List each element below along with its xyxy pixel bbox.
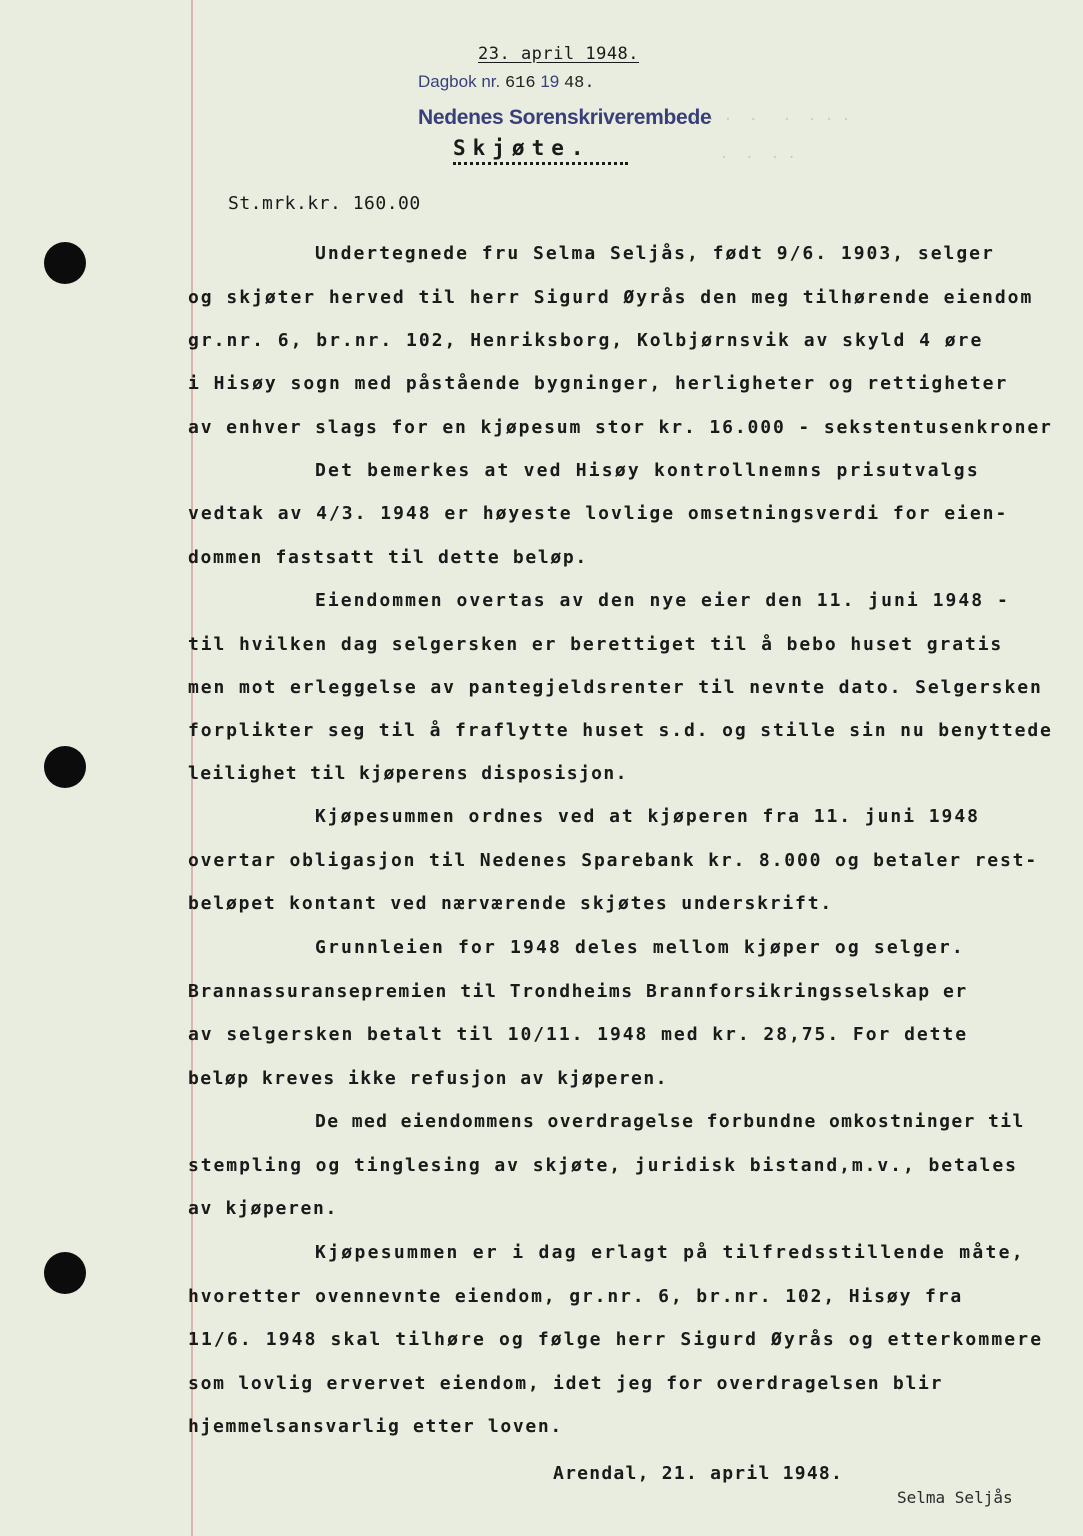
body-line: Kjøpesummen er i dag erlagt på tilfredsstillende måte, [315,1242,1025,1263]
body-line: Grunnleien for 1948 deles mellom kjøper og selger. [315,937,965,958]
body-line: som lovlig ervervet eiendom, idet jeg for overdragelsen blir [188,1373,944,1394]
body-line: Det bemerkes at ved Hisøy kontrollnemns prisutvalgs [315,460,980,481]
body-line: men mot erleggelse av pantegjeldsrenter til nevnte dato. Selgersken [188,677,1043,698]
journal-year-prefix: 19 [540,72,560,91]
body-line: av selgersken betalt til 10/11. 1948 med kr. 28,75. For dette [188,1024,969,1045]
body-line: gr.nr. 6, br.nr. 102, Henriksborg, Kolbjørnsvik av skyld 4 øre [188,330,984,351]
body-line: vedtak av 4/3. 1948 er høyeste lovlige omsetningsverdi for eien- [188,503,1009,524]
body-line: beløpet kontant ved nærværende skjøtes underskrift. [188,893,833,914]
punch-hole-bottom [44,1252,86,1294]
body-line: til hvilken dag selgersken er berettiget til å bebo huset gratis [188,634,1004,655]
body-line: overtar obligasjon til Nedenes Sparebank kr. 8.000 og betaler rest- [188,850,1039,871]
journal-label: Dagbok nr. [418,72,501,91]
body-line: hvoretter ovennevnte eiendom, gr.nr. 6, br.nr. 102, Hisøy fra [188,1286,964,1307]
body-line: 11/6. 1948 skal tilhøre og følge herr Sigurd Øyrås og etterkommere [188,1329,1044,1350]
punch-hole-top [44,242,86,284]
body-line: Eiendommen overtas av den nye eier den 11. juni 1948 - [315,590,1010,611]
document-title: Skjøte. [453,136,591,160]
body-line: leilighet til kjøperens disposisjon. [188,763,628,784]
bleed-through-mark: · · · · [720,150,796,166]
stamp-duty: St.mrk.kr. 160.00 [228,193,421,214]
title-underline [453,162,628,165]
journal-number: 616 [504,74,536,93]
body-line: Undertegnede fru Selma Seljås, født 9/6. 1903, selger [315,243,995,264]
body-line: De med eiendommens overdragelse forbundne omkostninger til [315,1111,1025,1132]
body-line: forplikter seg til å fraflytte huset s.d. og stille sin nu benyttede [188,720,1053,741]
punch-hole-middle [44,746,86,788]
body-line: hjemmelsansvarlig etter loven. [188,1416,563,1437]
body-line: i Hisøy sogn med påstående bygninger, herligheter og rettigheter [188,373,1009,394]
journal-stamp [418,72,595,93]
body-line: Brannassuransepremien til Trondheims Brannforsikringsselskap er [188,981,968,1002]
body-line: dommen fastsatt til dette beløp. [188,547,588,568]
journal-year: 48. [563,74,595,93]
document-date: 23. april 1948. [478,44,640,64]
signature: Selma Seljås [897,1488,1013,1507]
body-line: av kjøperen. [188,1198,338,1219]
body-line: stempling og tinglesing av skjøte, juridisk bistand,m.v., betales [188,1155,1018,1176]
body-line: Kjøpesummen ordnes ved at kjøperen fra 11. juni 1948 [315,806,980,827]
bleed-through-mark: · · · · · · · · [690,112,851,128]
closing-place-date: Arendal, 21. april 1948. [553,1463,844,1484]
body-line: av enhver slags for en kjøpesum stor kr. 16.000 - sekstentusenkroner [188,417,1053,438]
body-line: og skjøter herved til herr Sigurd Øyrås den meg tilhørende eiendom [188,287,1034,308]
body-line: beløp kreves ikke refusjon av kjøperen. [188,1068,668,1089]
office-stamp: Nedenes Sorenskriverembede [418,106,712,129]
